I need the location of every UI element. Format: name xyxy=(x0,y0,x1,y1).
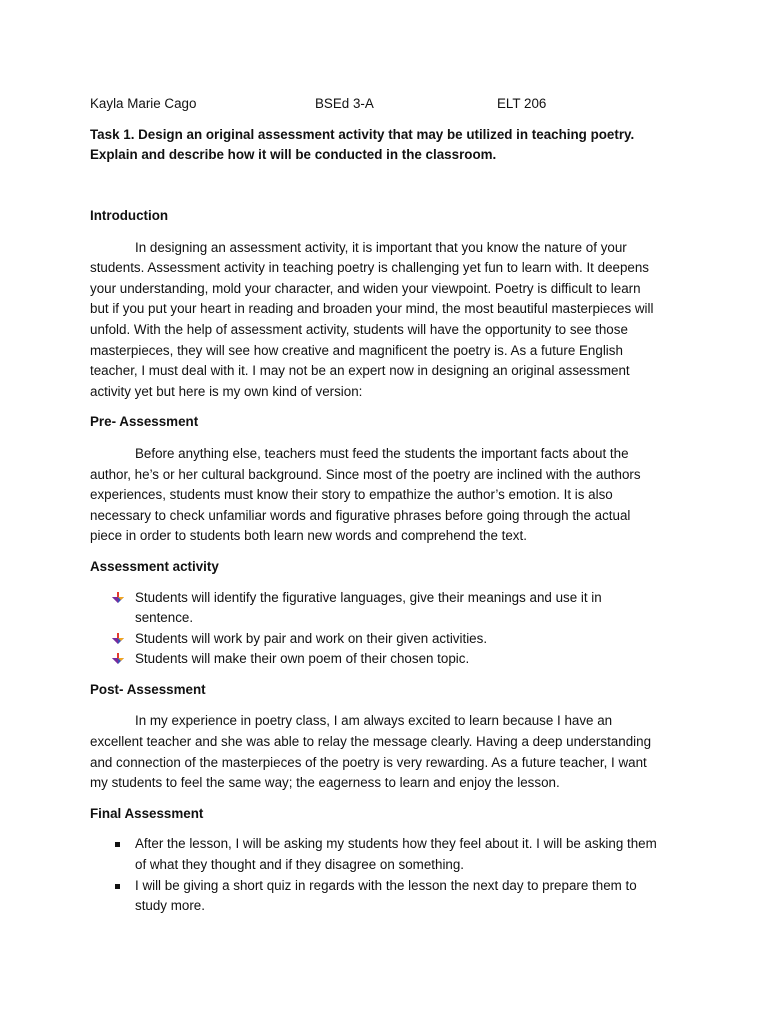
pre-assessment-heading: Pre- Assessment xyxy=(90,414,199,430)
list-item: Students will make their own poem of their chosen topic. xyxy=(90,649,660,670)
document-header xyxy=(90,94,660,114)
student-section: BSEd 3-A xyxy=(315,96,374,111)
post-assessment-heading: Post- Assessment xyxy=(90,681,206,697)
list-item: Students will identify the figurative languages, give their meanings and use it in sentence. xyxy=(90,588,660,629)
assessment-activity-list xyxy=(90,588,660,670)
introduction-paragraph: In designing an assessment activity, it is important that you know the nature of your students. Assessment activity in teaching poetry is challenging yet fun to learn with. It deepens your understanding, mold your character, and widen your viewpoint. Poetry is difficult to learn but if you put your heart in reading and broaden your mind, the most beautiful masterpieces will unfold. With the help of assessment activity, students will have the opportunity to see those masterpieces, they will see how creative and magnificent the poetry is. As a future English teacher, I must deal with it. I may not be an expert now in designing an original assessment activity yet but here is my own kind of version: xyxy=(90,239,654,399)
list-item: Students will work by pair and work on their given activities. xyxy=(90,629,660,650)
colored-arrow-bullet-icon xyxy=(112,653,124,665)
student-name: Kayla Marie Cago xyxy=(90,96,197,111)
list-item: After the lesson, I will be asking my students how they feel about it. I will be asking them of what they thought and if they disagree on something. xyxy=(90,834,660,875)
document-page xyxy=(90,94,660,917)
colored-arrow-bullet-icon xyxy=(112,592,124,604)
pre-assessment-paragraph: Before anything else, teachers must feed the students the important facts about the author, he’s or her cultural background. Since most of the poetry are inclined with the authors experiences, students must know their story to empathize the author’s emotion. It is also necessary to check unfamiliar words and figurative phrases before going through the actual piece in order to students both learn new words and comprehend the text. xyxy=(90,445,641,544)
square-bullet-icon xyxy=(115,842,120,847)
colored-arrow-bullet-icon xyxy=(112,633,124,645)
final-assessment-list xyxy=(90,834,660,916)
task-prompt: Task 1. Design an original assessment activity that may be utilized in teaching poetry. Explain and describe how it will be conducted in the classroom. xyxy=(90,127,635,162)
introduction-heading: Introduction xyxy=(90,208,169,223)
course-code: ELT 206 xyxy=(497,96,547,111)
list-item: I will be giving a short quiz in regards with the lesson the next day to prepare them to study more. xyxy=(90,876,660,917)
assessment-activity-heading: Assessment activity xyxy=(90,558,219,574)
final-assessment-heading: Final Assessment xyxy=(90,805,204,821)
square-bullet-icon xyxy=(115,884,120,889)
post-assessment-paragraph: In my experience in poetry class, I am always excited to learn because I have an excellent teacher and she was able to relay the message clearly. Having a deep understanding and connection of the masterpieces of the poetry is very rewarding. As a future teacher, I want my students to feel the same way; the eagerness to learn and enjoy the lesson. xyxy=(90,713,652,791)
